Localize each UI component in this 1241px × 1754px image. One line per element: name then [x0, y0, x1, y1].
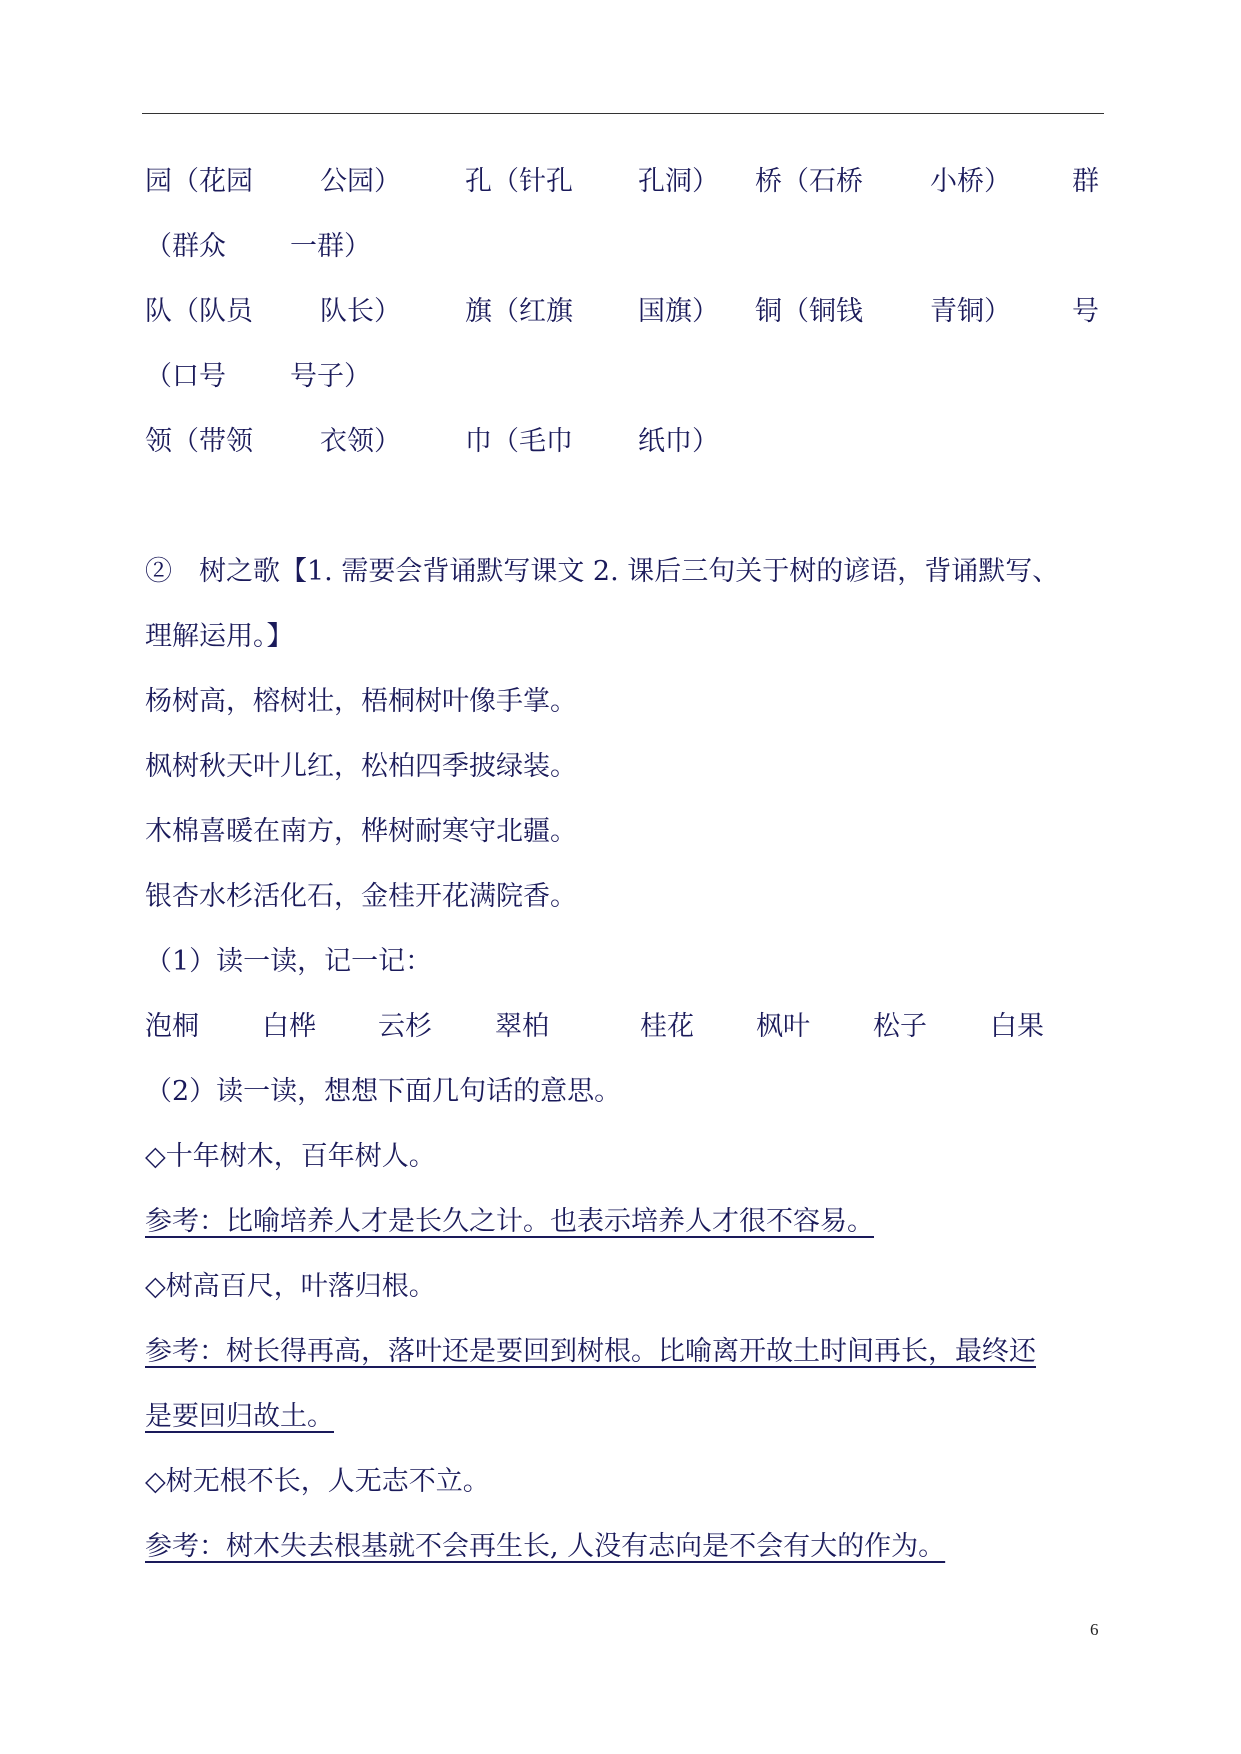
vocab-word: 衣领）	[320, 426, 401, 457]
exercise-title: （2）读一读，想想下面几句话的意思。	[145, 1076, 622, 1107]
exercise-word: 枫叶	[756, 1011, 810, 1042]
poem-line: 杨树高，榕树壮，梧桐树叶像手掌。	[145, 686, 577, 717]
exercise-word: 白果	[990, 1011, 1044, 1042]
poem-line: 银杏水杉活化石，金桂开花满院香。	[145, 881, 577, 912]
exercise-word: 翠柏	[495, 1011, 549, 1042]
vocab-word: 巾（毛巾	[465, 426, 573, 457]
saying: ◇树无根不长，人无志不立。	[145, 1466, 490, 1497]
vocab-word: 孔洞）	[638, 166, 719, 197]
vocab-word: 队（队员	[145, 296, 253, 327]
vocab-word: 一群）	[290, 231, 371, 262]
saying-answer: 参考：比喻培养人才是长久之计。也表示培养人才很不容易。	[145, 1206, 874, 1237]
vocab-word: 群	[1072, 166, 1099, 197]
poem-line: 木棉喜暖在南方，桦树耐寒守北疆。	[145, 816, 577, 847]
saying: ◇十年树木，百年树人。	[145, 1141, 436, 1172]
header-rule	[142, 113, 1104, 114]
vocab-word: 小桥）	[930, 166, 1011, 197]
vocab-word: 领（带领	[145, 426, 253, 457]
vocab-word: 铜（铜钱	[755, 296, 863, 327]
saying-answer: 参考：树木失去根基就不会再生长, 人没有志向是不会有大的作为。	[145, 1531, 946, 1562]
exercise-word: 白桦	[262, 1011, 316, 1042]
saying-answer-cont: 是要回归故土。	[145, 1401, 334, 1432]
exercise-word: 桂花	[640, 1011, 694, 1042]
vocab-word: 号子）	[290, 361, 371, 392]
page-number: 6	[1090, 1620, 1099, 1639]
exercise-word: 松子	[873, 1011, 927, 1042]
section-heading-cont: 理解运用。】	[145, 621, 294, 652]
vocab-word: 青铜）	[930, 296, 1011, 327]
section-heading: ② 树之歌【1. 需要会背诵默写课文 2. 课后三句关于树的谚语，背诵默写、	[145, 556, 1060, 587]
exercise-title: （1）读一读，记一记：	[145, 946, 433, 977]
exercise-word: 云杉	[378, 1011, 432, 1042]
poem-line: 枫树秋天叶儿红，松柏四季披绿装。	[145, 751, 577, 782]
vocab-word: 孔（针孔	[465, 166, 573, 197]
vocab-word: （群众	[145, 231, 226, 262]
saying-answer: 参考：树长得再高，落叶还是要回到树根。比喻离开故土时间再长，最终还	[145, 1336, 1036, 1367]
vocab-word: 纸巾）	[638, 426, 719, 457]
vocab-word: 旗（红旗	[465, 296, 573, 327]
vocab-word: 桥（石桥	[755, 166, 863, 197]
saying: ◇树高百尺，叶落归根。	[145, 1271, 436, 1302]
exercise-word: 泡桐	[145, 1011, 199, 1042]
vocab-word: （口号	[145, 361, 226, 392]
vocab-word: 园（花园	[145, 166, 253, 197]
vocab-word: 公园）	[320, 166, 401, 197]
vocab-word: 队长）	[320, 296, 401, 327]
vocab-word: 国旗）	[638, 296, 719, 327]
vocab-word: 号	[1072, 296, 1099, 327]
